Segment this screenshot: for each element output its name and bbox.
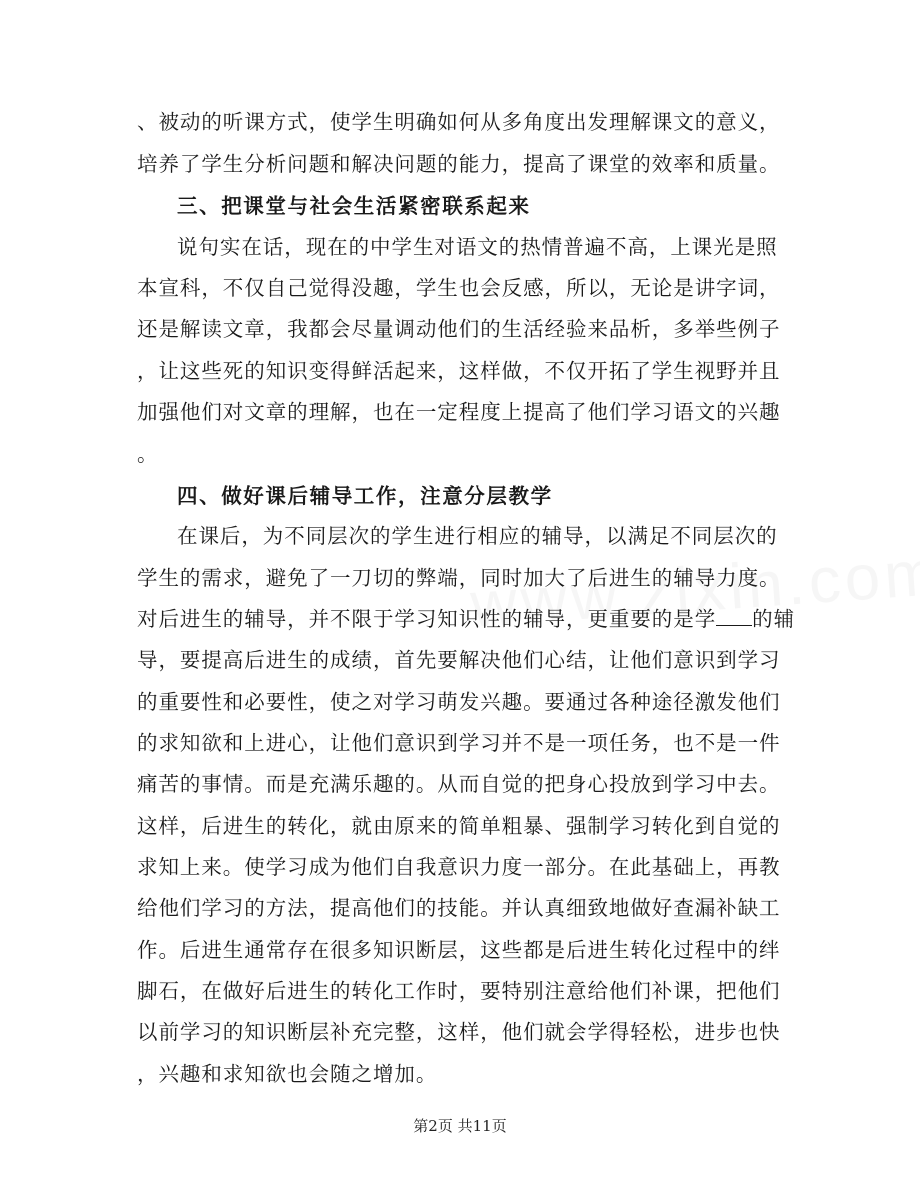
body-line: 导，要提高后进生的成绩，首先要解决他们心结，让他们意识到学习	[137, 648, 781, 672]
body-line: ，让这些死的知识变得鲜活起来，这样做，不仅开拓了学生视野并且	[137, 359, 781, 383]
body-line: 学生的需求，避免了一刀切的弊端，同时加大了后进生的辅导力度。	[137, 566, 781, 590]
body-line: 。	[137, 442, 159, 466]
line-text-before-blank: 对后进生的辅导，并不限于学习知识性的辅导，更重要的是学	[137, 607, 717, 631]
body-line: 、被动的听课方式，使学生明确如何从多角度出发理解课文的意义，	[137, 110, 781, 134]
body-line: 求知上来。使学习成为他们自我意识力度一部分。在此基础上，再教	[137, 855, 781, 879]
body-line: 培养了学生分析问题和解决问题的能力，提高了课堂的效率和质量。	[137, 152, 781, 176]
body-line: 在课后，为不同层次的学生进行相应的辅导，以满足不同层次的	[177, 524, 778, 548]
section-heading-4: 四、做好课后辅导工作，注意分层教学	[177, 484, 553, 508]
body-line: 的重要性和必要性，使之对学习萌发兴趣。要通过各种途径激发他们	[137, 690, 781, 714]
fill-in-blank	[716, 607, 752, 626]
line-text-after-blank: 的辅	[752, 607, 796, 631]
body-line: 这样，后进生的转化，就由原来的简单粗暴、强制学习转化到自觉的	[137, 814, 781, 838]
body-line: 脚石，在做好后进生的转化工作时，要特别注意给他们补课，把他们	[137, 979, 781, 1003]
body-line: 痛苦的事情。而是充满乐趣的。从而自觉的把身心投放到学习中去。	[137, 772, 781, 796]
body-line: 以前学习的知识断层补充完整，这样，他们就会学得轻松，进步也快	[137, 1020, 781, 1044]
body-line: 加强他们对文章的理解，也在一定程度上提高了他们学习语文的兴趣	[137, 400, 781, 424]
body-line: 作。后进生通常存在很多知识断层，这些都是后进生转化过程中的绊	[137, 938, 781, 962]
body-line: ，兴趣和求知欲也会随之增加。	[137, 1062, 438, 1086]
body-line-with-blank	[137, 604, 795, 634]
body-line: 还是解读文章，我都会尽量调动他们的生活经验来品析，多举些例子	[137, 317, 781, 341]
body-line: 的求知欲和上进心，让他们意识到学习并不是一项任务，也不是一件	[137, 731, 781, 755]
section-heading-3: 三、把课堂与社会生活紧密联系起来	[177, 194, 531, 218]
body-line: 说句实在话，现在的中学生对语文的热情普遍不高，上课光是照	[177, 235, 778, 259]
body-line: 给他们学习的方法，提高他们的技能。并认真细致地做好查漏补缺工	[137, 896, 781, 920]
body-line: 本宣科，不仅自己觉得没趣，学生也会反感，所以，无论是讲字词，	[137, 276, 781, 300]
page-number-footer: 第2页 共11页	[413, 1117, 507, 1135]
